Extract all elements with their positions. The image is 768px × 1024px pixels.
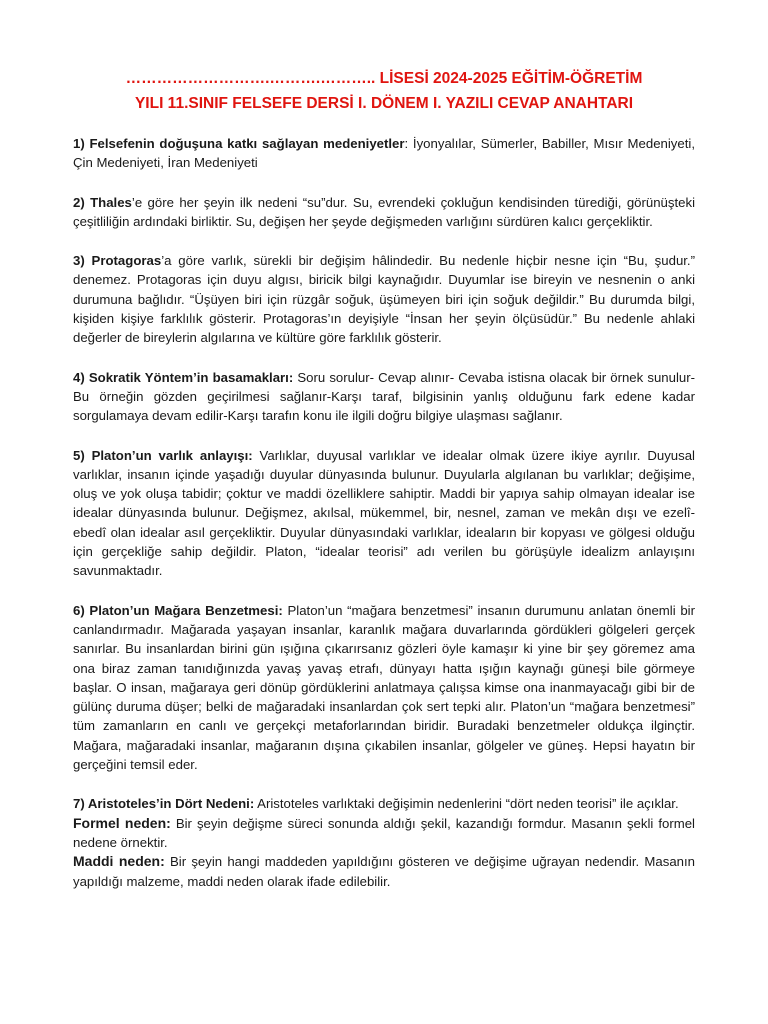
answer-4-text: Soru sorulur- Cevap alınır- Cevaba istisna olacak bir örnek sunulur- Bu örneğin gözden geçirilmesi sağlanır-Karşı taraf, bilgisinin yanlış olduğunu fark edene kadar sorgulamaya devam edilir-Karşı tarafın konu ile ilgili doğru bilgiye ulaşması sağlanır. xyxy=(73,369,695,424)
answer-4 xyxy=(73,368,695,426)
formel-neden-text: Bir şeyin değişme süreci sonunda aldığı şekil, kazandığı formdur. Masanın şekli formel nedene örnektir. xyxy=(73,815,695,850)
answer-6-text: Platon’un “mağara benzetmesi” insanın durumunu anlatan önemli bir canlandırmadır. Mağarada yaşayan insanlar, karanlık mağara duvarlarında gördükleri gölgeleri gerçek sanırlar. Bu insanlardan birini gün ışığına çıkarırsanız gözleri öyle kamaşır ki yine bir şey göremez ama ona biraz zaman tanıdığınızda yavaş yavaş etrafı, dünyayı hatta ışığın kaynağı güneşi bile görmeye başlar. O insan, mağaraya geri dönüp gördüklerini anlatmaya çalışsa kimse ona inanmayacağı gibi bir de gülünç duruma düşer; belki de mağaradaki insanlardan çok sert tepki alır. Platon’un “mağara benzetmesi” tüm zamanların en canlı ve gerçekçi metaforlarından biridir. Buradaki benzetmeler oldukça ilginçtir. Mağara, mağaradaki insanlar, mağaranın dışına çıkabilen insanlar, gölgeler ve güneş. Hepsi hayatın bir gerçeğini temsil eder. xyxy=(73,602,695,773)
answer-7 xyxy=(73,794,695,890)
answer-7-text: Aristoteles varlıktaki değişimin nedenlerini “dört neden teorisi” ile açıklar. xyxy=(254,796,679,812)
answer-2-heading: 2) Thales xyxy=(73,194,132,210)
answer-1-heading: 1) Felsefenin doğuşuna katkı sağlayan medeniyetler xyxy=(73,136,405,151)
answer-6-heading: 6) Platon’un Mağara Benzetmesi: xyxy=(73,602,283,618)
answer-1 xyxy=(73,134,695,173)
answer-3-heading: 3) Protagoras xyxy=(73,253,162,269)
maddi-neden-text: Bir şeyin hangi maddeden yapıldığını gösteren ve değişime uğrayan nedendir. Masanın yapıldığı malzeme, maddi neden olarak ifade edilebilir. xyxy=(73,854,695,889)
answer-5-text: Varlıklar, duyusal varlıklar ve idealar olmak üzere ikiye ayrılır. Duyusal varlıklar, insanın içinde yaşadığı duyular dünyasında bulunur. Duyularla algılanan bu varlıklar; değişime, oluş ve yok oluşa tabidir; çoktur ve maddi özelliklere sahiptir. Maddi bir yapıya sahip olmayan idealar ise idealar dünyasında bulunur. Değişmez, akılsal, mükemmel, bir, nesnel, zaman ve mekân dışı ve ezelî-ebedî olan idealar asıl gerçekliktir. Duyular dünyasındaki varlıklar, ideaların bir kopyası ve gölgesi olduğu için gerçekliğe sahip değildir. Platon, “idealar teorisi” adı verilen bu görüşüyle idealizm anlayışını savunmaktadır. xyxy=(73,447,695,579)
answer-1-text: : İyonyalılar, Sümerler, Babiller, Mısır Medeniyeti, Çin Medeniyeti, İran Medeniyeti xyxy=(73,136,695,171)
title-line-2: YILI 11.SINIF FELSEFE DERSİ I. DÖNEM I. YAZILI CEVAP ANAHTARI xyxy=(134,95,634,112)
answer-4-heading: 4) Sokratik Yöntem’in basamakları: xyxy=(73,369,294,385)
answer-5 xyxy=(73,446,695,581)
formel-neden-heading: Formel neden: xyxy=(73,814,171,831)
answer-2-text: ’e göre her şeyin ilk nedeni “su”dur. Su, evrendeki çokluğun kendisinden türediği, görünüşteki çeşitliliğin ardındaki birliktir. Su, değişen her şeyde değişmeden varlığını sürdüren kalıcı gerçekliktir. xyxy=(73,194,695,229)
answer-6 xyxy=(73,601,695,775)
answer-3 xyxy=(73,251,695,347)
answer-5-heading: 5) Platon’un varlık anlayışı: xyxy=(73,447,253,463)
answer-2 xyxy=(73,193,695,232)
answer-7-heading: 7) Aristoteles’in Dört Nedeni: xyxy=(73,796,255,812)
document-title xyxy=(73,66,695,116)
title-line-1: ……………………….……….……….. LİSESİ 2024-2025 EĞİTİM-ÖĞRETİM xyxy=(125,70,643,87)
maddi-neden-heading: Maddi neden: xyxy=(73,853,165,870)
answer-3-text: ’a göre varlık, sürekli bir değişim hâlindedir. Bu nedenle hiçbir nesne için “Bu, şudur.” denemez. Protagoras için duyu algısı, biricik bilgi kaynağıdır. Duyumlar ise bireyin ve nesnenin o anki durumuna bağlıdır. “Üşüyen biri için rüzgâr soğuk, üşümeyen biri için soğuk değildir.” Bu durumda bilgi, kişiden kişiye farklılık gösterir. Protagoras’ın deyişiyle “İnsan her şeyin ölçüsüdür.” Bu nedenle ahlaki değerler de bireylerin algılarına ve kültüre göre farklılık gösterir. xyxy=(73,253,695,346)
